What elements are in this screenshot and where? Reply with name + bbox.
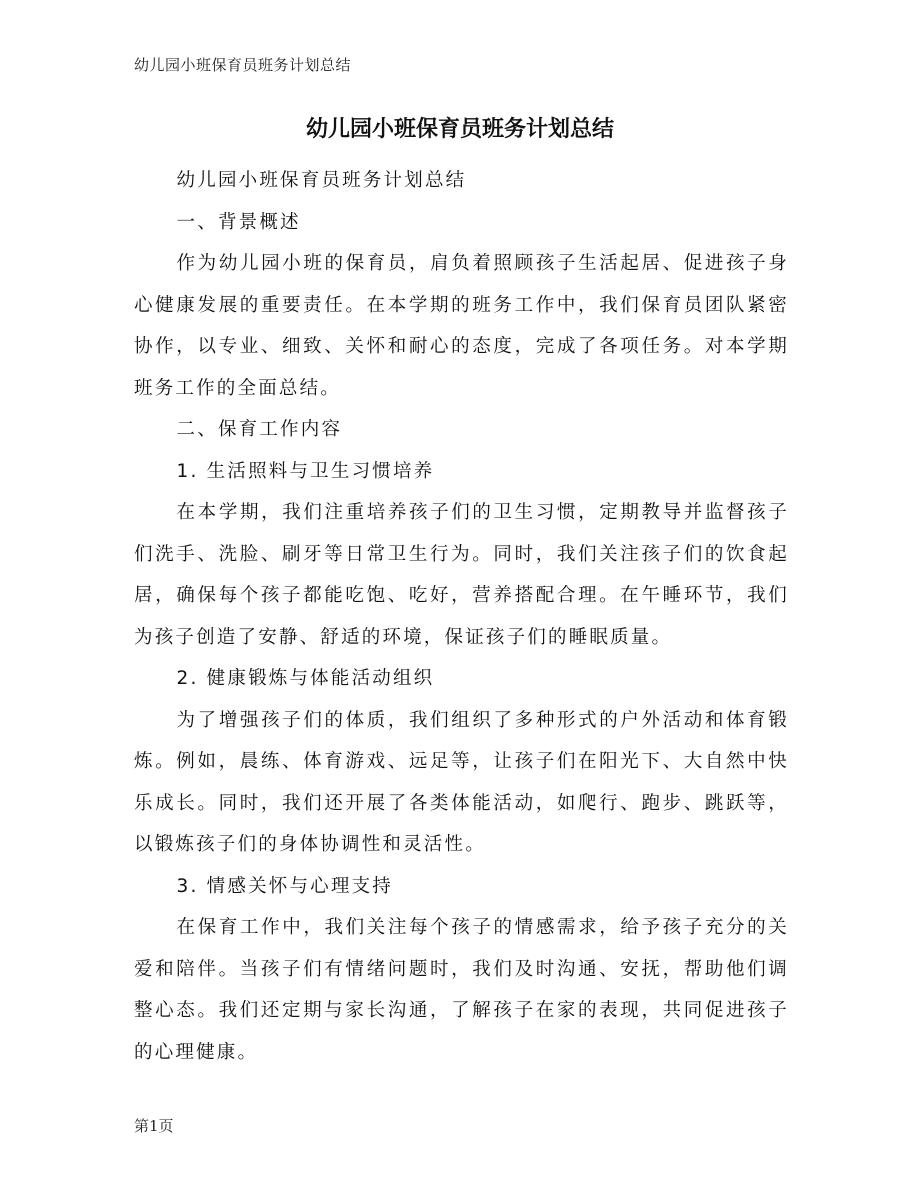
intro-line: 幼儿园小班保育员班务计划总结	[176, 170, 467, 191]
paragraph-daily-care: 在本学期，我们注重培养孩子们的卫生习惯，定期教导并监督孩子们洗手、洗脸、刷牙等日常卫生行为。同时，我们关注孩子们的饮食起居，确保每个孩子都能吃饱、吃好，营养搭配合理。在午睡环节，我们为孩子创造了安静、舒适的环境，保证孩子们的睡眠质量。	[134, 502, 789, 648]
subheading-emotional-care: 3. 情感关怀与心理支持	[176, 875, 393, 897]
subheading-daily-care: 1. 生活照料与卫生习惯培养	[176, 460, 435, 482]
running-header: 幼儿园小班保育员班务计划总结	[134, 56, 352, 74]
section-heading-background: 一、背景概述	[176, 211, 301, 233]
document-title: 幼儿园小班保育员班务计划总结	[305, 117, 614, 142]
page-number: 第1页	[134, 1117, 174, 1135]
paragraph-exercise: 为了增强孩子们的体质，我们组织了多种形式的户外活动和体育锻炼。例如，晨练、体育游戏、远足等，让孩子们在阳光下、大自然中快乐成长。同时，我们还开展了各类体能活动，如爬行、跑步、跳跃等，以锻炼孩子们的身体协调性和灵活性。	[134, 709, 789, 855]
paragraph-background: 作为幼儿园小班的保育员，肩负着照顾孩子生活起居、促进孩子身心健康发展的重要责任。在本学期的班务工作中，我们保育员团队紧密协作，以专业、细致、关怀和耐心的态度，完成了各项任务。对本学期班务工作的全面总结。	[134, 253, 789, 399]
paragraph-emotional-care: 在保育工作中，我们关注每个孩子的情感需求，给予孩子充分的关爱和陪伴。当孩子们有情绪问题时，我们及时沟通、安抚，帮助他们调整心态。我们还定期与家长沟通，了解孩子在家的表现，共同促进孩子的心理健康。	[134, 917, 789, 1063]
section-heading-care-content: 二、保育工作内容	[176, 419, 343, 440]
subheading-exercise: 2. 健康锻炼与体能活动组织	[176, 668, 435, 689]
document-body	[134, 160, 789, 1073]
